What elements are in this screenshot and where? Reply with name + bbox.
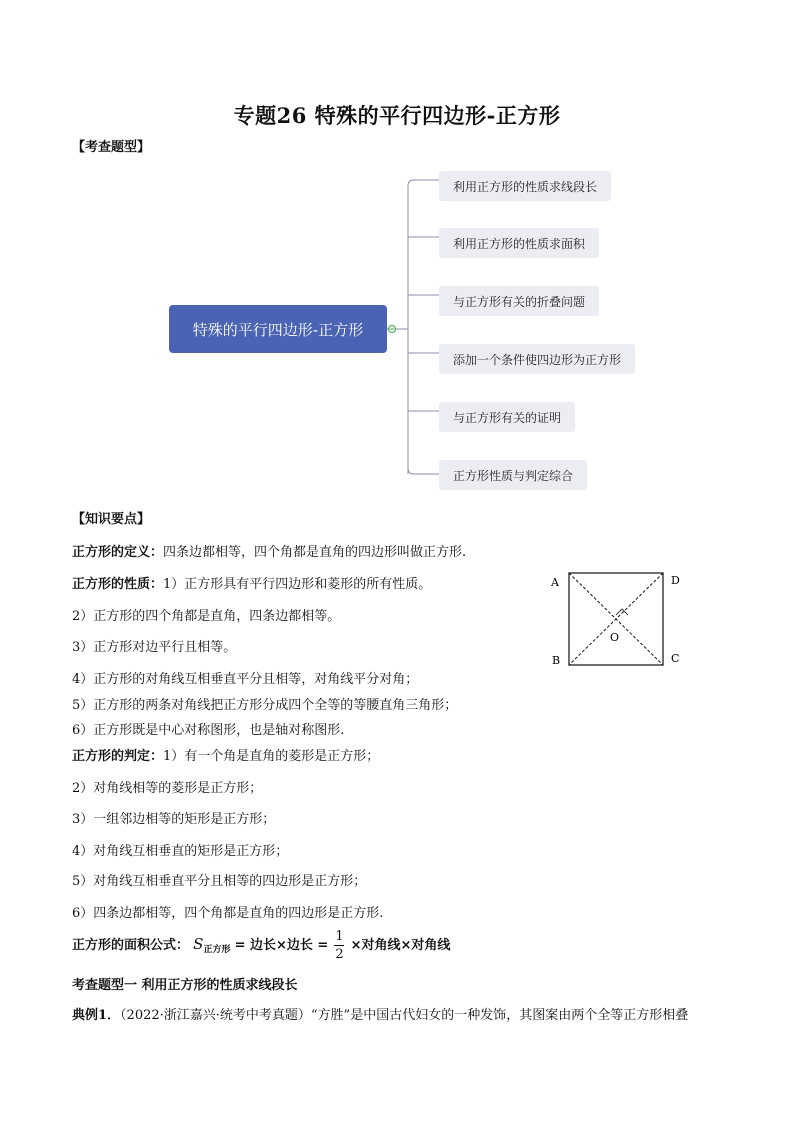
mindmap-node-3: 与正方形有关的折叠问题 <box>439 286 599 316</box>
page-title: 专题26 特殊的平行四边形-正方形 <box>233 103 561 128</box>
mindmap-node-2: 利用正方形的性质求面积 <box>439 228 599 258</box>
definition-label: 正方形的定义： <box>72 545 164 560</box>
properties-first: 1）正方形具有平行四边形和菱形的所有性质。 <box>163 577 432 592</box>
judgement-line-5: 5）对角线互相垂直平分且相等的四边形是正方形； <box>72 874 367 889</box>
fraction-denominator: 2 <box>335 947 344 962</box>
area-part1: = 边长×边长 = <box>234 938 329 953</box>
area-formula-label: 正方形的面积公式： <box>72 938 190 953</box>
properties-line-5: 5）正方形的两条对角线把正方形分成四个全等的等腰直角三角形； <box>72 698 458 713</box>
right-angle-mark <box>616 609 628 615</box>
judgement-line-2: 2）对角线相等的菱形是正方形； <box>72 781 263 796</box>
area-symbol: S <box>193 935 204 953</box>
area-formula <box>72 930 450 961</box>
mindmap-node-5: 与正方形有关的证明 <box>439 402 575 432</box>
judgement-line-3: 3）一组邻边相等的矩形是正方形； <box>72 812 276 827</box>
square-diagram <box>548 568 688 672</box>
label-d: D <box>671 574 680 587</box>
judgement-line-1 <box>72 745 379 764</box>
definition-line <box>72 541 466 560</box>
label-c: C <box>671 652 680 665</box>
mindmap-node-1: 利用正方形的性质求线段长 <box>439 171 611 201</box>
judgement-line-4: 4）对角线互相垂直的矩形是正方形； <box>72 844 289 859</box>
area-part2: ×对角线×对角线 <box>350 938 451 953</box>
example-1-label: 典例1． <box>72 1008 121 1023</box>
section-knowledge: 【知识要点】 <box>72 512 151 527</box>
label-o: O <box>610 631 620 644</box>
properties-line-6: 6）正方形既是中心对称图形，也是轴对称图形. <box>72 723 345 738</box>
mindmap-node-6: 正方形性质与判定综合 <box>439 460 587 490</box>
example-1 <box>72 1004 688 1023</box>
label-b: B <box>552 654 561 667</box>
area-fraction <box>334 930 344 961</box>
properties-line-2: 2）正方形的四个角都是直角，四条边都相等。 <box>72 609 341 624</box>
mindmap-node-4: 添加一个条件使四边形为正方形 <box>439 344 635 374</box>
section-question-types: 【考查题型】 <box>72 140 151 155</box>
example-1-text: （2022·浙江嘉兴·统考中考真题）“方胜”是中国古代妇女的一种发饰，其图案由两个全等正方形相叠 <box>120 1008 689 1023</box>
judgement-first: 1）有一个角是直角的菱形是正方形； <box>163 749 380 764</box>
fraction-numerator: 1 <box>335 929 344 944</box>
judgement-label: 正方形的判定： <box>72 749 164 764</box>
mindmap-connectors <box>0 0 794 520</box>
topic-heading-1: 考查题型一 利用正方形的性质求线段长 <box>72 978 298 993</box>
properties-line-4: 4）正方形的对角线互相垂直平分且相等，对角线平分对角； <box>72 672 419 687</box>
definition-text: 四条边都相等，四个角都是直角的四边形叫做正方形. <box>163 545 467 560</box>
label-a: A <box>551 576 559 589</box>
area-subscript: 正方形 <box>203 945 231 955</box>
properties-line-1 <box>72 573 431 592</box>
properties-label: 正方形的性质： <box>72 577 164 592</box>
judgement-line-6: 6）四条边都相等，四个角都是直角的四边形是正方形. <box>72 906 384 921</box>
properties-line-3: 3）正方形对边平行且相等。 <box>72 640 237 655</box>
mindmap-root: 特殊的平行四边形-正方形 <box>169 305 387 353</box>
